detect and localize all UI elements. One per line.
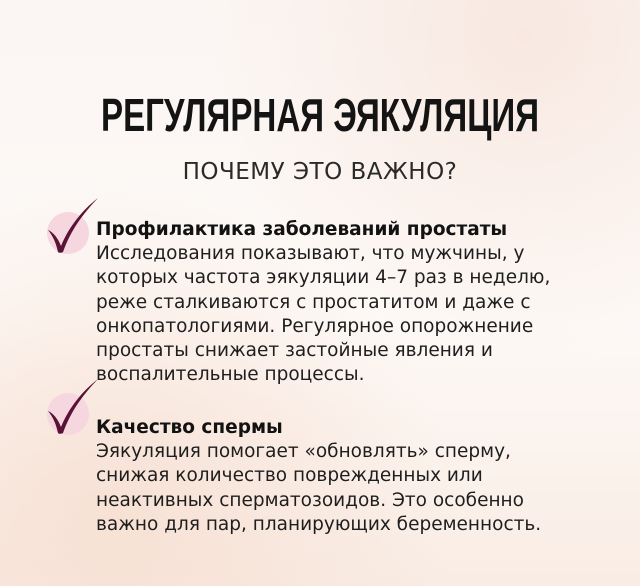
section-body-line: которых частота эякуляции 4–7 раз в неделю, (96, 267, 551, 289)
section-body-line: онкопатологиями. Регулярное опорожнение (96, 315, 534, 337)
section-body-line: неактивных сперматозоидов. Это особенно (96, 489, 524, 511)
section-body-line: воспалительные процессы. (96, 364, 365, 386)
section-body-line: снижая количество поврежденных или (96, 465, 483, 487)
section-body-line: важно для пар, планирующих беременность. (96, 513, 542, 535)
section-body-line: простаты снижает застойные явления и (96, 340, 493, 362)
section-body-line: реже сталкиваются с простатитом и даже с (96, 291, 531, 313)
section-text (96, 218, 626, 388)
section-heading: Профилактика заболеваний простаты (96, 219, 508, 240)
section-heading: Качество спермы (96, 417, 283, 438)
checkmark-icon (36, 196, 104, 264)
section-body-line: Исследования показывают, что мужчины, у (96, 243, 525, 264)
page-title: РЕГУЛЯРНАЯ ЭЯКУЛЯЦИЯ (100, 89, 540, 141)
section-body-line: Эякуляция помогает «обновлять» сперму, (96, 441, 511, 462)
checkmark-icon (36, 377, 104, 445)
page-subtitle: ПОЧЕМУ ЭТО ВАЖНО? (182, 159, 458, 185)
section-text (96, 416, 626, 537)
